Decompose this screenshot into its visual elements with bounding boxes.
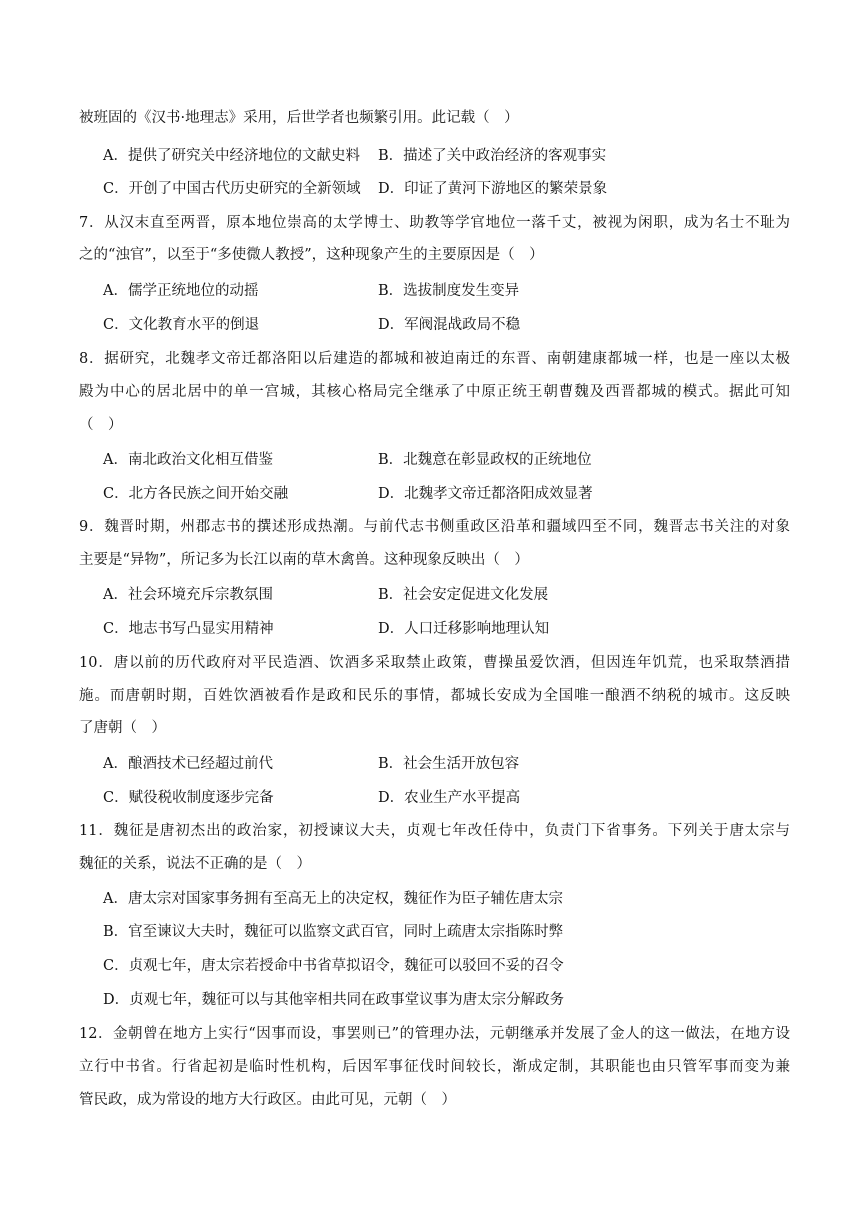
q7-option-a: A．儒学正统地位的动摇: [103, 283, 259, 299]
q8-stem-line-3: （ ）: [79, 417, 123, 433]
q6-option-d: D．印证了黄河下游地区的繁荣景象: [378, 181, 608, 197]
q10-option-d: D．农业生产水平提高: [378, 790, 521, 806]
q11-option-a: A．唐太宗对国家事务拥有至高无上的决定权，魏征作为臣子辅佐唐太宗: [103, 891, 563, 907]
q11-option-d: D．贞观七年，魏征可以与其他宰相共同在政事堂议事为唐太宗分解政务: [103, 992, 565, 1008]
q7-stem-line-1: 7．从汉末直至两晋，原本地位崇高的太学博士、助教等学官地位一落千丈，被视为闲职，成为名士不耻为: [79, 215, 790, 231]
q8-stem-line-1: 8．据研究，北魏孝文帝迁都洛阳以后建造的都城和被迫南迁的东晋、南朝建康都城一样，也是一座以太极: [79, 351, 790, 367]
q10-option-b: B．社会生活开放包容: [378, 756, 520, 772]
q10-stem-line-1: 10．唐以前的历代政府对平民造酒、饮酒多采取禁止政策，曹操虽爱饮酒，但因连年饥荒，也采取禁酒措: [79, 655, 790, 671]
q10-option-a: A．酿酒技术已经超过前代: [103, 756, 273, 772]
q12-stem-line-3: 管民政，成为常设的地方大行政区。由此可见，元朝（ ）: [79, 1092, 456, 1108]
q10-option-c: C．赋役税收制度逐步完备: [103, 790, 274, 806]
q11-option-c: C．贞观七年，唐太宗若授命中书省草拟诏令，魏征可以驳回不妥的召令: [103, 958, 564, 974]
q8-option-a: A．南北政治文化相互借鉴: [103, 452, 273, 468]
q6-option-a: A．提供了研究关中经济地位的文献史料: [103, 148, 360, 164]
q8-stem-line-2: 殿为中心的居北居中的单一宫城，其核心格局完全继承了中原正统王朝曹魏及西晋都城的模式。据此可知: [79, 384, 790, 400]
q9-option-d: D．人口迁移影响地理认知: [378, 621, 550, 637]
q7-option-d: D．军阀混战政局不稳: [378, 317, 521, 333]
q8-option-c: C．北方各民族之间开始交融: [103, 486, 289, 502]
q11-option-b: B．官至谏议大夫时，魏征可以监察文武百官，同时上疏唐太宗指陈时弊: [103, 924, 564, 940]
q9-stem-line-2: 主要是“异物”，所记多为长江以南的草木禽兽。这种现象反映出（ ）: [79, 552, 529, 568]
q6-option-b: B．描述了关中政治经济的客观事实: [378, 148, 607, 164]
q8-option-d: D．北魏孝文帝迁都洛阳成效显著: [378, 486, 593, 502]
q7-option-c: C．文化教育水平的倒退: [103, 317, 260, 333]
q6-option-c: C．开创了中国古代历史研究的全新领域: [103, 181, 361, 197]
q11-stem-line-1: 11．魏征是唐初杰出的政治家，初授谏议大夫，贞观七年改任侍中，负责门下省事务。下列关于唐太宗与: [79, 823, 790, 839]
q7-option-b: B．选拔制度发生变异: [378, 283, 520, 299]
q11-stem-line-2: 魏征的关系，说法不正确的是（ ）: [79, 856, 311, 872]
q9-option-c: C．地志书写凸显实用精神: [103, 621, 274, 637]
q8-option-b: B．北魏意在彰显政权的正统地位: [378, 452, 592, 468]
q9-stem-line-1: 9．魏晋时期，州郡志书的撰述形成热潮。与前代志书侧重政区沿革和疆域四至不同，魏晋志书关注的对象: [79, 519, 790, 535]
q9-option-a: A．社会环境充斥宗教氛围: [103, 587, 273, 603]
q9-option-b: B．社会安定促进文化发展: [378, 587, 549, 603]
q12-stem-line-1: 12．金朝曾在地方上实行“因事而设，事罢则已”的管理办法，元朝继承并发展了金人的这一做法，在地方设: [79, 1026, 790, 1042]
q10-stem-line-3: 了唐朝（ ）: [79, 720, 166, 736]
q12-stem-line-2: 立行中书省。行省起初是临时性机构，后因军事征伐时间较长，渐成定制，其职能也由只管军事而变为兼: [79, 1059, 790, 1075]
q10-stem-line-2: 施。而唐朝时期，百姓饮酒被看作是政和民乐的事情，都城长安成为全国唯一酿酒不纳税的城市。这反映: [79, 688, 790, 704]
question-6-stem-tail: 被班固的《汉书·地理志》采用，后世学者也频繁引用。此记载（ ）: [79, 110, 519, 126]
q7-stem-line-2: 之的“浊官”，以至于“多使微人教授”，这种现象产生的主要原因是（ ）: [79, 247, 544, 263]
